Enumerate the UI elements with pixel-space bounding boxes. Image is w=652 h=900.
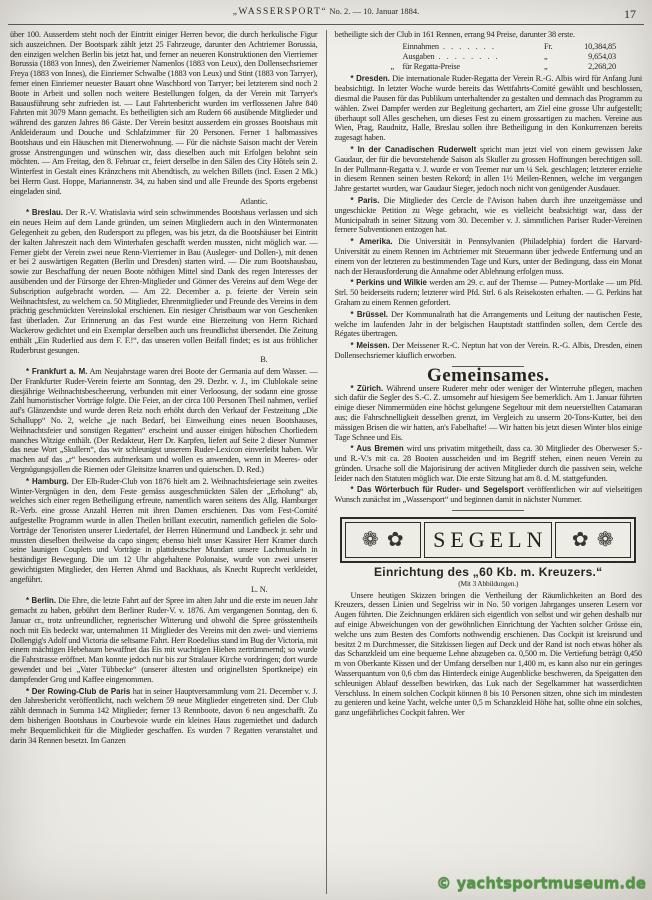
account-amount: 10,384,85: [584, 41, 616, 51]
news-item-lead: * Der Rowing-Club de Paris: [26, 686, 131, 696]
news-item-perkins-wilkie: [335, 278, 643, 307]
news-item-lead: * Zürich.: [350, 383, 384, 393]
news-item-lead: * Brüssel.: [350, 309, 388, 319]
news-item-bruessel: [335, 310, 643, 339]
news-item-lead: * Paris.: [350, 195, 380, 205]
floral-ornament-icon: ✿ ❁: [555, 522, 631, 558]
article-title: Einrichtung des „60 Kb. m. Kreuzers.“: [374, 565, 603, 580]
news-item-text: Während unsere Ruderer mehr oder weniger der Winterruhe pflegen, machen sich dafür die Segler des S.-C. Z. umsomehr auf hiesigem See bemerklich. Am 1. Januar führten einige dieser Nimmermüden eine höchst gelungene Segeltour mit dem neuerstellten Catamaran aus; die Fahrschnelligkeit desselben grenzt, im Vergleich zu unserm 20-Tons-Kutter, bei den mässigen Brisen die wir hatten, an's Fabelhafte! — Wir hatten bis jetzt diesen Winter blos einige Tage Schnee und Eis.: [334, 383, 642, 442]
journal-title: „WASSERSPORT“: [232, 7, 328, 17]
news-item-text: Der Elb-Ruder-Club von 1876 hielt am 2. Weihnachtsfeiertage sein zweites Winter-Vergnügen in den, dem Feste gemäss ausgeschmückten Sälen der „Erholung“ ab, welches sich einer regen Betheiligung erfreute, namentlich waren seitens des Allg. Hamburger R.-Verb. eine grosse Anzahl Herren mit ihren Damen erschienen. Das vom Fest-Comité aufgestellte Programm wurde in allen Theilen brillant executirt, namentlich gefielen die Solo-Vorträge der Tenoristen unserer Liedertafel, der Herren Hünermund und Landbeck jr. sehr und mussten dieselben theilweise da capo singen; ebenso hielt unser Kassirer Herr Kramer durch seine launigen Couplets und Vorträge in plattdeutscher Mundart unsere Lachmuskeln in beständiger Bewegung. Die um 12 Uhr abgehaltene Polonaise, wurde von zwei unserer gewichtigsten Mitglieder, den Herren Ahrnd und Backhaus, als Knecht Ruprecht verkleidet, angeführt.: [10, 476, 318, 584]
news-item-paris: [335, 196, 643, 235]
news-item-woerterbuch: [335, 485, 643, 505]
news-item-text: Die internationale Ruder-Regatta der Verein R.-G. Albis wird für Anfang Juni beabsichtigt. In letzter Woche wurde bereits das Wettfahrts-Comité gewählt und beschlossen, diesmal die Pausen für das Publikum unterhaltender zu gestalten und demnach das Programm zu wählen. Zwei Dampfer werden zur Begleitung gechartert, am Ziel eine grosse Uhr aufgestellt; überhaupt soll Alles geschehen, um dieses Fest zu einem grossartigen zu machen. Vereine aus Wien, Prag, Raudnitz, Halle, Breslau sollen ihre Betheiligung in den Konkurrenzen bereits zugesagt haben.: [334, 74, 643, 143]
account-amount: 2,268,20: [588, 62, 616, 72]
news-item-continuation: [10, 30, 318, 197]
account-row: [391, 62, 617, 72]
news-item-frankfurt: [10, 367, 318, 475]
news-item-text: über 100. Ausserdem steht noch der Eintritt einiger Herren bevor, die durch herkulische Figur sich auszeichnen. Der Bootspark zählt jetzt 25 Fahrzeuge, darunter den Achtriemer Borussia, den einzigen welchen Berlin bis jetzt hat, und ferner an neueren Konstruktionen den Vierriemer Borussia (1883 von Innes), den Zweiriemer Namenlos (1883 von Leux), den Dollensechsriemer Freya (1883 von Innes), die Einriemer Schwalbe (1883 von Leux) und Stint (1883 von Tarryer), ferner einen Einriemer neuester Bauart ohne Waschbord von Tarryer; bei letzterem sind noch 2 Boote in Arbeit und sollen noch weitere Bestellungen folgen, da der Verein mit Tarryer's Bauausführung sehr zufrieden ist. — Laut Fahrtenbericht wurden im verflossenen Jahre 840 Fahrten mit 3079 Mann gemacht. Es betheiligten sich am Rudern 66 ausübende Mitglieder und während des ganzen Jahres 86 Gäste. Der Verein besitzt ausserdem ein grosses Bootshaus mit Ankleideraum und Douche und Schlafzimmer für 20 Personen. Ferner 1 halbmassives Bootshaus und ein Häuschen mit Dienerwohnung. — Für die nächste Saison macht der Verein grosse Anstrengungen und wünschen wir, dass dieselben auch mit Erfolgen belohnt sein möchten. — Am Freitag, den 8. Februar cr., feiert derselbe in den Sälen des City Hôtels sein 2. Winterfest in Gestalt eines Kränzchens mit Abendtisch, zu welchen Billets (incl. Essen 2 Mk.) bei Herrn Gust. Hoppe, Mariannenstr. 34, zu haben sind und alle Freunde des Sports ergebenst eingeladen sind.: [10, 30, 318, 196]
watermark: © yachtsportmuseum.de: [436, 874, 646, 892]
news-item-text: hat in seiner Hauptversammlung vom 21. December v. J. den Jahresbericht veröffentlicht, nach welchem 59 neue Mitglieder eingetreten sind. Der Club zählt demnach in Summa 142 Mitglieder; ferner 13 Rennboote, davon 6 neu angeschafft. Zu dem bisherigen Bootshaus in Courbevoie wurde ein kleines Haus zugemiethet und dadurch mehr Bequemlichkeit für die Mitglieder geschaffen. Es wurden 7 Regatten veranstaltet und darin 34 Rennen besetzt. Im Ganzen: [10, 686, 318, 745]
account-label: Einnahmen: [402, 41, 439, 51]
accounts-table: [335, 42, 643, 73]
news-item-text: Die Ehre, die letzte Fahrt auf der Spree im alten Jahr und die erste im neuen Jahr gemacht zu haben, gebührt dem Berliner Ruder-V. v. 1876. Am vergangenen Sonntag, den 6. Januar cr., trotz unfreundlicher, regnerischer Witterung und obwohl die Spree grösstentheils noch mit Eis bedeckt war, unternahmen 11 Mitglieder des Vereins mit den zwei- und vierriems Dollengig's Adolf und Victoria die seltsame Fahrt. Herr Roedelius stand im Bug der Victoria, mit einem mächtigen Hebebaum bewaffnet das Eis mit wuchtigen Hieben zertrümmernd; so wurde die Fahrstrasse eröffnet. Man konnte jedoch nur bis zur Stralauer Kirche vordringen; dort wurde gewendet und bei „Vater Tübbecke“ (unserer ältesten und originellsten Sportkneipe) ein dampfender Grog und Kaffee eingenommen.: [10, 596, 318, 684]
news-item-lead: * Amerika.: [350, 237, 393, 247]
article-body: Unsere heutigen Skizzen bringen die Vertheilung der Räumlichkeiten an Bord des Kreuzers, dessen Linien und Segelriss wir in No. 50 vorigen Jahrganges unseren Lesern vor Augen führten. Die Zeichnungen erklären sich eigentlich von selbst und wir gehen deshalb nur auf einige Abweichungen von der gewöhnlichen Einrichtung der Yachten solcher Grösse ein, welche uns zum Besten des Comforts nothwendig erschienen. Das Cockpit ist kreisrund und besitzt 2 m Durchmesser, die Sitzkissen liegen auf Deck und der Rand ist noch etwas höher als das Schanzkleid um eine bequeme Lehne abzugeben ca. 0,500 m. Die Vertiefung beträgt 0,450 m von Oberkante Kissen und der Umfang derselben nur 1,400 m, es kann also nur ein geringes Wasserquantum von 0,6 cbm das Hinterdeck einige Augenblicke beschweren, da Speigatten den schleunigen Ablauf desselben bewirken, das Luk nach der Segelkammer hat wasserdichten Verschluss. In einem solchen Cockpit können 8 bis 10 Personen sitzen, ohne sich im mindesten zu genieren und keine Yacht, welche unter 0,5 m Schanzkleid Höhe hat, sollte ohne ein solches, ganz ungefährliches Cockpit fahren. Wer: [334, 590, 642, 718]
account-amount: 9,654,03: [588, 52, 616, 61]
news-item-lead: * Hamburg.: [26, 476, 69, 486]
masthead: [0, 6, 652, 17]
news-item-bremen: [335, 444, 643, 483]
correspondent-signature: Atlantic.: [240, 196, 268, 206]
section-divider: [452, 510, 524, 511]
account-row: [391, 52, 617, 62]
account-row: [391, 42, 617, 52]
news-item-lead: * Das Wörterbuch für Ruder- und Segelsport: [350, 485, 524, 495]
news-item-text: spricht man jetzt viel von einem gewissen Jake Gaudaur, der für die bevorstehende Saison als Skuller zu grossen Hoffnungen berechtigen soll. In der Pullmann-Regatta v. J. wurde er von Teemer nur um ¼ Sek. geschlagen; letzterer erzielte in diesem Rennen seinen besten Rekord; in allen 1½ Meilen-Rennen, welche im vergangen Jahre gestartet wurden, war Gaudaur Sieger, jedoch noch nicht von genügender Ausdauer.: [334, 144, 642, 194]
correspondent-signature: L. N.: [250, 584, 268, 594]
news-item-lead: * In der Canadischen Ruderwelt: [350, 144, 477, 154]
section-heading-gemeinsames: Gemeinsames.: [426, 364, 550, 386]
news-item-text: Der R.-V. Wratislavia wird sein schwimmendes Bootshaus verlassen und sich ein neues Heim auf dem Lande gründen, um seinen Mitgliedern auch in den Wintermonaten Gelegenheit zu geben, den Rudersport zu pflegen, was bis jetzt, da die Bootshäuser bei Eintritt der kalten Jahreszeit nach dem Winterhafen geschafft werden mussten, nicht möglich war. — Ferner giebt der Verein zwei neue Renn-Vierriemer in Bau (Ausleger- und Dollen-), mit denen er bei 2 auswärtigen Regatten (Berlin und Dresden) starten wird. — Die zum Bootshausbau, sowie zur Beschaffung der neuen Boote nöthigen Mittel sind Dank des regen Interesses der ausübenden und der Fürsorge der Ehren-Mitglieder und Gönner des Vereins auf dem Wege der Subscription aufgebracht worden. — Am 22. December a. p. feierte der Verein sein Weihnachtsfest, zu welchem ca. 50 Mitglieder, Ehrenmitglieder und Freunde des Vereins in dem prächtig geschmückten Vereinslokal erschienen. Ein riesiger Christbaum war von Geschenken fast überladen. Zur Erinnerung an das Fest wurde eine Bierzeitung von Herrn Richard Wackerow gedichtet und ein Exemplar derselben auch uns freundlichst übersendet. Die Zeitung enthält „Ein Ruderlied aus dem F. F.!“, das unseren vollen Beifall findet; es ist aus fröhlicher Ruderbrust gesungen.: [10, 208, 318, 355]
news-item-text: veröffentlichen wir auf vielseitigen Wunsch zunächst im „Wassersport“ und beginnen damit in nächster Nummer.: [334, 485, 642, 505]
news-item-rowing-club-paris: [10, 687, 318, 746]
news-item-lead: * Dresden.: [350, 74, 390, 84]
news-item-canada: [335, 145, 643, 194]
news-item-hamburg: [10, 477, 318, 585]
news-item-text: Der Meissener R.-C. Neptun hat von der Verein. R.-G. Albis, Dresden, einen Dollensechsriemer käuflich erworben.: [334, 341, 642, 360]
account-prefix: „: [390, 62, 395, 72]
news-item-dresden: [335, 74, 643, 143]
account-currency: „: [544, 62, 548, 72]
news-item-breslau: [10, 208, 318, 355]
news-item-lead: * Berlin.: [26, 596, 57, 606]
news-item-meissen: [335, 341, 643, 361]
header-rule: [8, 24, 644, 25]
segeln-banner-title: SEGELN: [424, 522, 552, 558]
news-item-lead: * Aus Bremen: [350, 444, 404, 454]
two-column-body: [10, 30, 642, 894]
news-item-amerika: [335, 237, 643, 276]
news-item-lead: * Meissen.: [350, 341, 390, 351]
left-column: [10, 30, 326, 894]
news-item-text: werden am 29. c. auf der Themse — Putney-Mortlake — um Pfd. Strl. 50 beiderseits rudern; letzterer wird Pfd. Strl. 6 als Reisekosten erhalten. — G. Perkins hat Graham zu einem Rennen gefordert.: [334, 278, 642, 307]
issue-info: No. 2. — 10. Januar 1884.: [329, 6, 420, 16]
news-item-zuerich: [335, 384, 643, 443]
news-item-lead: * Frankfurt a. M.: [26, 367, 88, 377]
segeln-section-banner: [340, 517, 636, 563]
news-item-text: Die Universität in Pennsylvanien (Philadelphia) fordert die Harvard-Universität zu einem Rennen im Achtriemer mit Steuermann über jedwede Entfernung und an einem von der letzteren zu bestimmenden Tage und Kurs, unter der Bedingung, dass ein Monat nach der Herausforderung die Annahme oder Ablehnung erfolgen muss.: [334, 237, 642, 276]
account-prefix: [391, 42, 403, 52]
news-item-lead: * Perkins und Wilkie: [350, 278, 427, 288]
account-label: Ausgaben: [402, 52, 435, 61]
news-item-berlin: [10, 596, 318, 684]
article-subtitle: (Mit 3 Abbildungen.): [458, 578, 519, 588]
account-currency: „: [544, 52, 548, 61]
news-item-text: wird uns privatim mitgetheilt, dass ca. 30 Mitglieder des Oberweser S.- und R.-V.'s mit ca. 28 Booten ausscheiden und im Begriff stehen, einen neuen Verein zu gründen. Ursache soll die Majorisirung der activen Mitglieder durch die passiven sein, welche leider nach den Statuten möglich war. Die erste Sitzung hat am 8. d. M. stattgefunden.: [334, 444, 642, 483]
dot-leader: . . . . . . . .: [438, 52, 500, 61]
right-column: [327, 30, 643, 894]
news-item-lead: * Breslau.: [26, 208, 64, 218]
news-item-continuation-intro: betheiligte sich der Club in 161 Rennen, errang 94 Preise, darunter 38 erste.: [334, 30, 575, 39]
dot-leader: [460, 62, 544, 72]
floral-ornament-icon: ❁ ✿: [345, 522, 421, 558]
page-number: 17: [624, 7, 636, 21]
news-item-text: Die Mitglieder des Cercle de l'Avison haben durch ihre unzeitgemässe und ungeschickte Petition zu Wege gebracht, wie es vielleicht beabsichtigt war, dass der Municipalrath in seiner Sitzung vom 30. December v. J. sämmtlichen Pariser Ruder-Vereinen fernere Subventionen entzogen hat.: [334, 195, 642, 235]
account-prefix: [391, 52, 403, 62]
dot-leader: . . . . . . .: [442, 41, 496, 51]
account-label: für Regatta-Preise: [402, 62, 460, 72]
news-item-text: Der Kommunalrath hat die Arrangements und Leitung der nautischen Feste, welche im laufenden Jahr in der belgischen Hauptstadt stattfinden sollen, dem Cercle des Régates übertragen.: [334, 309, 642, 339]
account-currency: Fr.: [544, 41, 553, 51]
news-item-text: Am Neujahrstage waren drei Boote der Germania auf dem Wasser. — Der Frankfurter Ruder-Verein feierte am Sonntag, den 29. Dezbr. v. J., im Clublokale seine diesjährige Weihnachtsbescheerung, verbunden mit einer Verloosung, der sodann eine grosse Zahl humoristischer Vorträge folgte. Die Feier, an der circa 100 Personen Theil nahmen, verlief auf's Glänzendste und wurde deren Reiz noch erhöht durch den Verkauf der Festzeitung „Die Schallupp“ No. 2, welche „je nach Bedarf, bei Einweihung eines neuen Bootshauses, Weihnachtsfeier und sonstigen Regatten“ erscheint und ausser einigen hübschen Chorliedern manches Witzige enthält. (Der Redakteur, Herr Dr. Karpfen, liefert auf Seite 2 dieser Nummer das neue Wort „Skullern“, das wir schleunigst unserem Ruder-Lexicon einverleibt haben. Wir machen auf das „r“ besonders aufmerksam und wollen es anwenden, wenn in Meeres- oder Vergnügungsjollen die Riemen oder Gleitsitze knarren und quietschen. D. Red.): [10, 367, 318, 475]
correspondent-signature: B.: [260, 355, 268, 365]
